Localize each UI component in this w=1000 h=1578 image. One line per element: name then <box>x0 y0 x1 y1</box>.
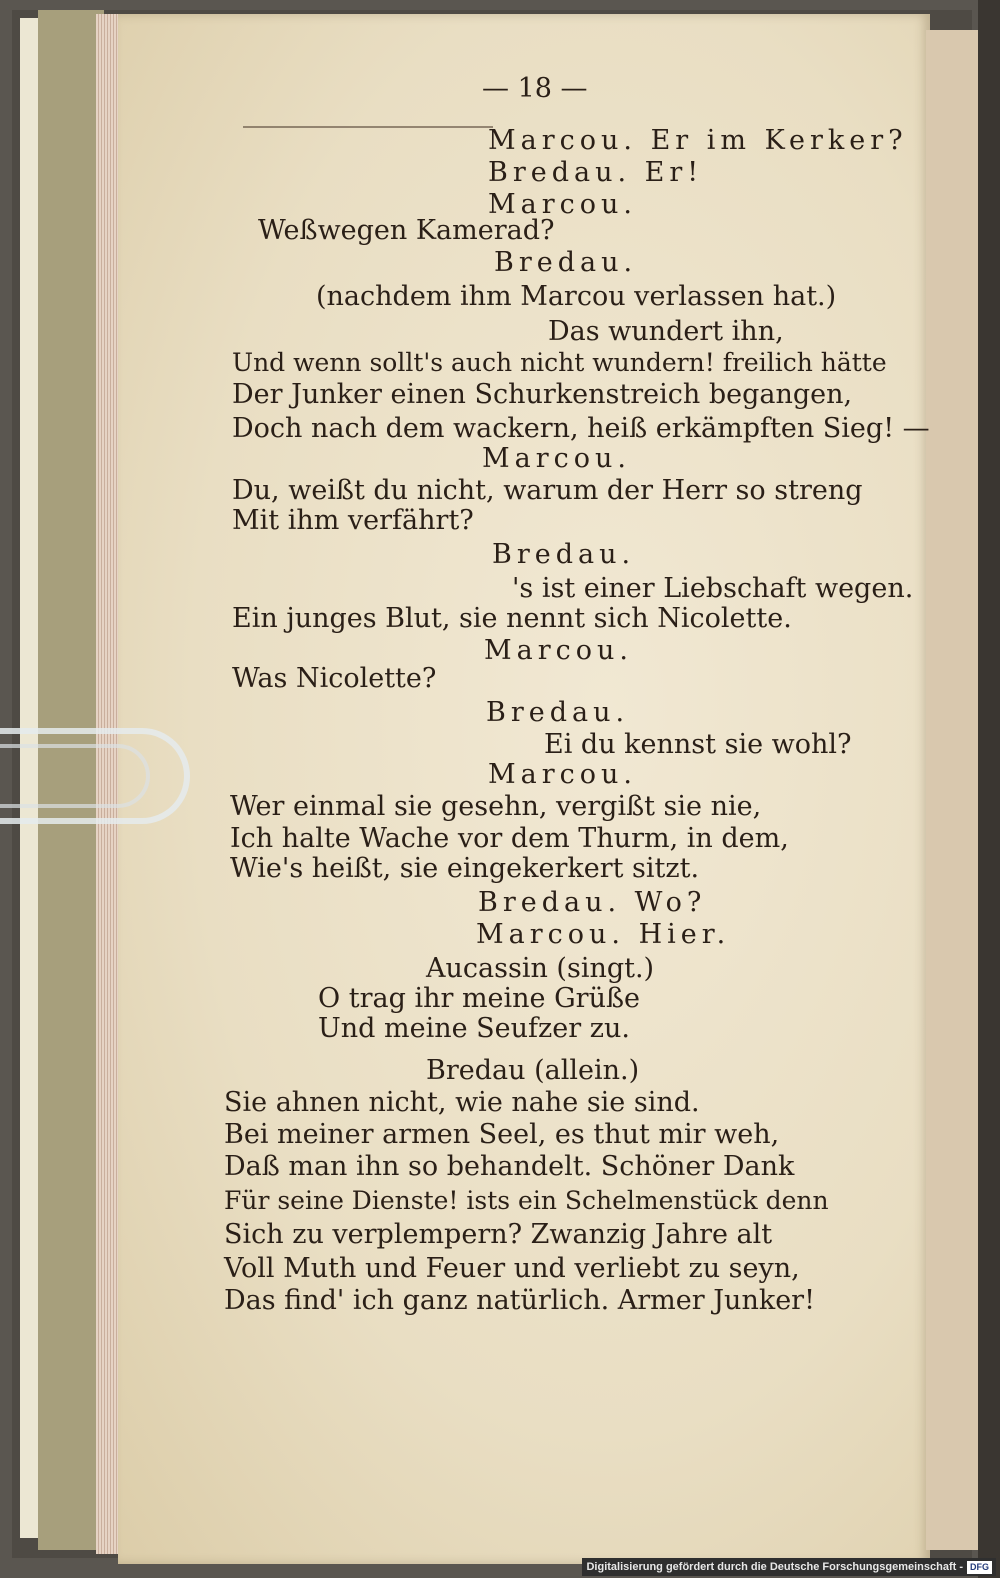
text-line: Du, weißt du nicht, warum der Herr so streng <box>232 475 863 506</box>
dfg-logo: DFG <box>967 1561 992 1574</box>
text-line: Wie's heißt, sie eingekerkert sitzt. <box>230 853 700 884</box>
text-line: Marcou. Hier. <box>476 919 731 950</box>
text-line: Für seine Dienste! ists ein Schelmenstück denn <box>224 1186 829 1215</box>
digitization-credit <box>582 1558 996 1576</box>
header-rule <box>243 126 493 128</box>
text-line: Marcou. <box>488 189 637 220</box>
text-line: Der Junker einen Schurkenstreich begangen, <box>232 379 853 410</box>
text-line: Marcou. <box>488 759 637 790</box>
page-number: — 18 — <box>482 73 588 104</box>
text-line: Bredau. Wo? <box>478 887 707 918</box>
text-line: Voll Muth und Feuer und verliebt zu seyn, <box>224 1253 800 1284</box>
text-line: Doch nach dem wackern, heiß erkämpften Sieg! — <box>232 413 930 444</box>
text-line: Weßwegen Kamerad? <box>258 215 555 246</box>
text-line: Marcou. <box>484 635 633 666</box>
paper-clip-inner <box>0 744 150 808</box>
text-line: Bredau. <box>486 697 630 728</box>
text-line: O trag ihr meine Grüße <box>318 983 640 1014</box>
right-background <box>978 0 1000 1578</box>
text-line: Bei meiner armen Seel, es thut mir weh, <box>224 1119 780 1150</box>
text-line: Sich zu verplempern? Zwanzig Jahre alt <box>224 1219 773 1250</box>
text-line: Marcou. Er im Kerker? <box>488 125 908 156</box>
text-line: Ei du kennst sie wohl? <box>544 729 852 760</box>
text-line: Mit ihm verfährt? <box>232 505 474 536</box>
text-line: Ein junges Blut, sie nennt sich Nicolette. <box>232 603 792 634</box>
text-line: Daß man ihn so behandelt. Schöner Dank <box>224 1151 795 1182</box>
text-line: (nachdem ihm Marcou verlassen hat.) <box>316 281 837 312</box>
text-line: Das find' ich ganz natürlich. Armer Junker! <box>224 1285 815 1316</box>
text-line: Bredau. Er! <box>488 157 704 188</box>
text-line: 's ist einer Liebschaft wegen. <box>512 573 914 604</box>
text-line: Das wundert ihn, <box>548 316 784 347</box>
text-line: Was Nicolette? <box>232 663 437 694</box>
text-line: Wer einmal sie gesehn, vergißt sie nie, <box>230 791 762 822</box>
text-line: Bredau (allein.) <box>426 1055 640 1086</box>
text-line: Aucassin (singt.) <box>426 953 655 984</box>
text-line: Und wenn sollt's auch nicht wundern! freilich hätte <box>232 348 887 377</box>
text-line: Marcou. <box>482 443 631 474</box>
credit-text: Digitalisierung gefördert durch die Deutsche Forschungsgemeinschaft - <box>586 1561 963 1573</box>
text-line: Und meine Seufzer zu. <box>318 1013 630 1044</box>
text-line: Bredau. <box>494 247 638 278</box>
text-line: Bredau. <box>492 539 636 570</box>
text-line: Ich halte Wache vor dem Thurm, in dem, <box>230 823 789 854</box>
text-line: Sie ahnen nicht, wie nahe sie sind. <box>224 1087 700 1118</box>
